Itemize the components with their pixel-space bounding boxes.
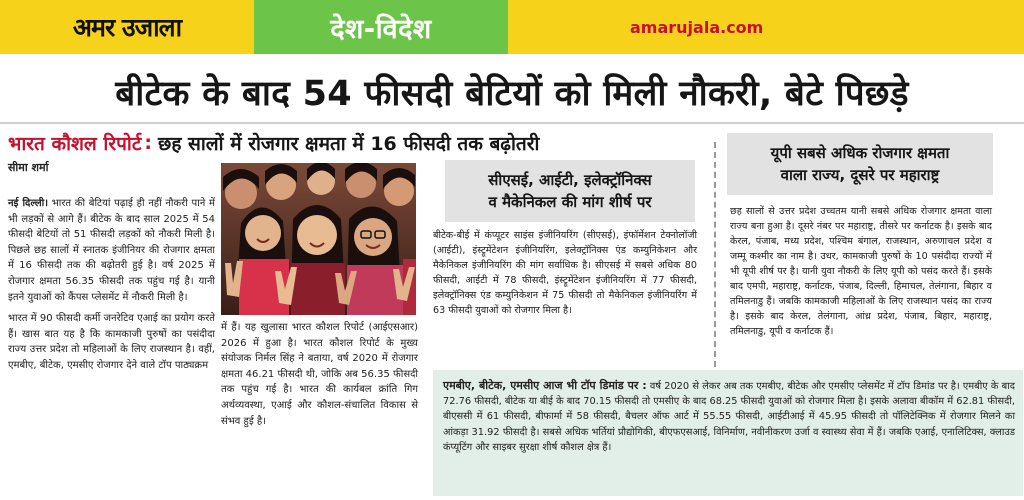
students-group-photo xyxy=(221,163,416,315)
section-banner xyxy=(254,0,508,54)
paragraph-text: छह सालों से उत्तर प्रदेश उच्चतम यानी सबसे अधिक रोजगार क्षमता वाला राज्य बना हुआ है। दूसरे नंबर पर महाराष्ट्र, तीसरे पर कर्नाटक है। इसके बाद केरल, पंजाब, मध्य प्रदेश, पश्चिम बंगाल, राजस्थान, अरुणाचल प्रदेश व जम्मू कश्मीर का नाम है। उधर, कामकाजी पुरुषों के 10 पसंदीदा राज्यों में भी यूपी शीर्ष पर है। यानी युवा नौकरी के लिए यूपी को पसंद करते हैं। इसके बाद एमपी, महाराष्ट्र, कर्नाटक, पंजाब, दिल्ली, हिमाचल, तेलंगाना, बिहार व तमिलनाडु हैं। जबकि कामकाजी महिलाओं के लिए राजस्थान पसंद का राज्य है। इसके बाद केरल, तेलंगाना, आंध्र प्रदेश, पंजाब, बिहार, महाराष्ट्र, तमिलनाडु, यूपी व कर्नाटक हैं। xyxy=(730,206,992,337)
article-column-3 xyxy=(433,228,697,324)
website-url: amarujala.com xyxy=(630,17,764,37)
subhead-colon: : xyxy=(144,132,153,154)
sidebar-heading-demand xyxy=(445,160,695,222)
paragraph-text: में हैं। यह खुलासा भारत कौशल रिपोर्ट (आईएसआर) 2026 में हुआ है। भारत कौशल रिपोर्ट के मुख्य संयोजक निर्मल सिंह ने बताया, वर्ष 2020 में रोजगार क्षमता 46.21 फीसदी थी, जोकि अब 56.35 फीसदी तक पहुंच गई है। भारत की कार्यबल क्रांति गिग अर्थव्यवस्था, एआई और कौशल-संचालित विकास से संभव हुई है। xyxy=(221,322,418,427)
newspaper-logo xyxy=(0,0,254,54)
highlight-heading: एमबीए, बीटेक, एमसीए आज भी टॉप डिमांड पर : xyxy=(443,379,647,392)
article-column-4 xyxy=(730,204,992,345)
students-photo-illustration xyxy=(221,163,416,315)
paragraph-text: भारत की बेटियां पढ़ाई ही नहीं नौकरी पाने में भी लड़कों से आगे हैं। बीटेक के बाद साल 2025 में 54 फीसदी बेटियों तो 51 फीसदी लड़कों को नौकरी मिली है। पिछले छह सालों में स्नातक इंजीनियर की रोजगार क्षमता में 16 फीसदी तक की बढ़ोतरी हुई है। वर्ष 2025 में रोजगार क्षमता 56.35 फीसदी तक पहुंच गई है। यानी इतने युवाओं को कैंपस प्लेसमेंट में नौकरी मिली है। xyxy=(8,198,215,303)
highlight-body: वर्ष 2020 से लेकर अब तक एमबीए, बीटेक और एमसीए प्लेसमेंट में टॉप डिमांड पर है। एमबीए के बाद 72.76 फीसदी, बीटेक या बीई के बाद 70.15 फीसदी तो एमसीए के बाद 68.25 फीसदी युवाओं को रोजगार मिला है। इसके अलावा बीकॉम में 62.81 फीसदी, बीएससी में 61 फीसदी, बीफार्मा में 58 फीसदी, बैचलर ऑफ आर्ट में 55.55 फीसदी, आईटीआई में 45.95 फीसदी तो पॉलिटेक्निक में रोजगार मिलने का आंकड़ा 31.92 फीसदी है। सबसे अधिक भर्तियां प्रौद्योगिकी, बीएफएसआई, विनिर्माण, नवीनीकरण उर्जा व स्वास्थ्य सेवा में हैं। जबकि एआई, एनालिटिक्स, क्लाउड कंप्यूटिंग और साइबर सुरक्षा शीर्ष कौशल क्षेत्र हैं। xyxy=(443,381,1015,453)
logo-text: अमर उजाला xyxy=(72,13,182,42)
section-title: देश-विदेश xyxy=(330,13,432,45)
heading-text: सीएसई, आईटी, इलेक्ट्रॉनिक्स व मैकेनिकल की मांग शीर्ष पर xyxy=(488,171,652,211)
main-headline xyxy=(0,62,1024,124)
sidebar-heading-states xyxy=(727,133,993,195)
subhead-text: छह सालों में रोजगार क्षमता में 16 फीसदी तक बढ़ोतरी xyxy=(158,133,540,155)
paragraph-text: बीटेक-बीई में कंप्यूटर साइंस इंजीनियरिंग (सीएसई), इंफॉर्मेशन टेक्नोलॉजी (आईटी), इंस्ट्रूमेंटेशन इंजीनियरिंग, इलेक्ट्रॉनिक्स एंड कम्युनिकेशन और मैकेनिकल इंजीनियरिंग की मांग सर्वाधिक है। सीएसई में सबसे अधिक 80 फीसदी, आईटी में 78 फीसदी, इंस्ट्रूमेंटेशन इंजीनियरिंग में 77 फीसदी, इलेक्ट्रॉनिक्स एंड कम्युनिकेशन में 75 फीसदी तो मैकेनिकल इंजीनियरिंग में 63 फीसदी युवाओं को रोजगार मिला है। xyxy=(433,230,697,316)
heading-text: यूपी सबसे अधिक रोजगार क्षमता वाला राज्य, दूसरे पर महाराष्ट्र xyxy=(770,144,950,184)
paragraph xyxy=(8,196,215,305)
article-column-1 xyxy=(8,196,215,380)
byline: सीमा शर्मा xyxy=(8,161,49,174)
website-banner xyxy=(508,0,1024,54)
masthead xyxy=(0,0,1024,54)
headline-text: बीटेक के बाद 54 फीसदी बेटियों को मिली नौकरी, बेटे पिछड़े xyxy=(115,73,909,114)
paragraph-text: भारत में 90 फीसदी कर्मी जनरेटिव एआई का प्रयोग करते हैं। खास बात यह है कि कामकाजी पुरुषों का पसंदीदा राज्य उत्तर प्रदेश तो महिलाओं के लिए राजस्थान है। वहीं, एमबीए, बीटेक, एमसीए रोजगार देने वाले टॉप पाठ्यक्रम xyxy=(8,313,215,371)
dateline: नई दिल्ली। xyxy=(8,198,49,209)
highlight-box-top-demand xyxy=(433,370,1023,496)
sub-headline xyxy=(8,128,708,158)
subhead-label: भारत कौशल रिपोर्ट xyxy=(8,133,142,155)
article-column-2 xyxy=(221,320,418,435)
column-divider xyxy=(714,142,716,367)
